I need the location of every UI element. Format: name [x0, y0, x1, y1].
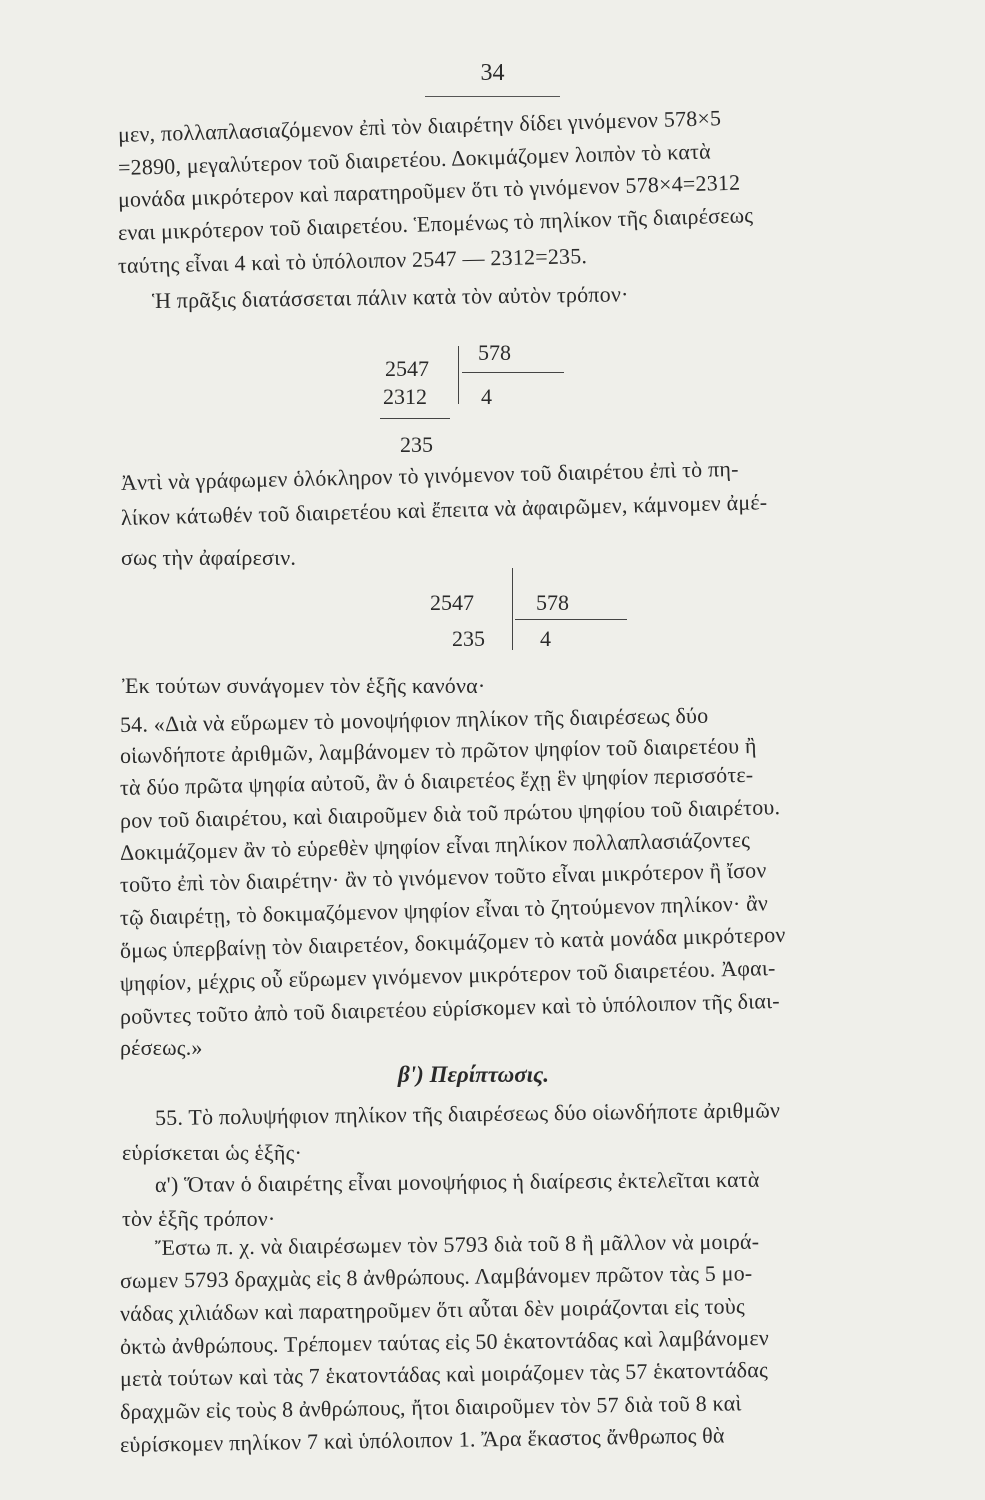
text-line: μονάδα μικρότερον καὶ παρατηροῦμεν ὅτι τὸ γινόμενον 578×4=2312 [117, 169, 741, 212]
text-line: ταύτης εἶναι 4 καὶ τὸ ὑπόλοιπον 2547 — 2312=235. [117, 243, 588, 278]
divisor-underline [462, 372, 564, 373]
text-line: μεν, πολλαπλασιαζόμενον ἐπὶ τὸν διαιρέτην δίδει γινόμενον 578×5 [117, 105, 722, 147]
text-line: σωμεν 5793 δραχμὰς εἰς 8 ἀνθρώπους. Λαμβάνομεν πρῶτον τὰς 5 μο- [119, 1260, 753, 1293]
dividend: 2547 [430, 590, 474, 615]
section-heading: β') Περίπτωσις. [398, 1062, 550, 1087]
text-line: α') Ὅταν ὁ διαιρέτης εἶναι μονοψήφιος ἡ διαίρεσις ἐκτελεῖται κατὰ [154, 1166, 760, 1197]
text-line: λίκον κάτωθέν τοῦ διαιρετέου καὶ ἔπειτα νὰ ἀφαιρῶμεν, κάμνομεν ἀμέ- [120, 489, 768, 530]
text-line: ὀκτὼ ἀνθρώπους. Τρέπομεν ταύτας εἰς 50 ἑκατοντάδας καὶ λαμβάνομεν [119, 1324, 770, 1359]
page-number-rule [425, 96, 560, 97]
text-line: ὅμως ὑπερβαίνῃ τὸν διαιρετέον, δοκιμάζομεν τὸ κατὰ μονάδα μικρότερον [119, 921, 786, 963]
text-line: σως τὴν ἀφαίρεσιν. [121, 545, 297, 570]
text-line: Δοκιμάζομεν ἂν τὸ εὑρεθὲν ψηφίον εἶναι πηλίκον πολλαπλασιάζοντες [119, 826, 751, 865]
text-line: οἱωνδήποτε ἀριθμῶν, λαμβάνομεν τὸ πρῶτον ψηφίον τοῦ διαιρετέου ἢ [119, 733, 757, 768]
text-line: τὰ δύο πρῶτα ψηφία αὐτοῦ, ἂν ὁ διαιρετέος ἔχῃ ἓν ψηφίον περισσότε- [119, 761, 754, 800]
text-line: εὑρίσκομεν πηλίκον 7 καὶ ὑπόλοιπον 1. Ἄρα ἕκαστος ἄνθρωπος θὰ [119, 1422, 725, 1457]
text-line: Ἡ πρᾶξις διατάσσεται πάλιν κατὰ τὸν αὐτὸν τρόπον· [151, 281, 629, 313]
product: 2312 [383, 384, 427, 409]
text-line: τῷ διαιρέτῃ, τὸ δοκιμαζόμενον ψηφίον εἶναι τὸ ζητούμενον πηλίκον· ἂν [119, 890, 769, 930]
text-line: ψηφίον, μέχρις οὗ εὕρωμεν γινόμενον μικρότερον τοῦ διαιρετέου. Ἀφαι- [119, 954, 776, 996]
text-line: εὑρίσκεται ὡς ἑξῆς· [122, 1140, 303, 1165]
text-line: 54. «Διὰ νὰ εὕρωμεν τὸ μονοψήφιον πηλίκον τῆς διαιρέσεως δύο [119, 702, 709, 737]
divisor: 578 [478, 340, 511, 365]
division-bar [458, 346, 459, 404]
text-line: 55. Τὸ πολυψήφιον πηλίκον τῆς διαιρέσεως δύο οἱωνδήποτε ἀριθμῶν [154, 1097, 781, 1130]
dividend: 2547 [385, 356, 429, 381]
text-line: τὸν ἑξῆς τρόπον· [122, 1206, 276, 1231]
text-line: μετὰ τούτων καὶ τὰς 7 ἑκατοντάδας καὶ μοιράζομεν τὰς 57 ἑκατοντάδας [119, 1356, 769, 1391]
page-number: 34 [480, 60, 505, 86]
text-line: Ἐκ τούτων συνάγομεν τὸν ἑξῆς κανόνα· [122, 673, 486, 698]
text-line: εναι μικρότερον τοῦ διαιρετέου. Ἑπομένως τὸ πηλίκον τῆς διαιρέσεως [117, 202, 754, 245]
remainder: 235 [452, 626, 485, 651]
remainder: 235 [400, 432, 433, 457]
text-line: Ἔστω π. χ. νὰ διαιρέσωμεν τὸν 5793 διὰ τοῦ 8 ἢ μᾶλλον νὰ μοιρά- [154, 1228, 760, 1260]
division-bar [512, 568, 513, 650]
text-line: Ἀντὶ νὰ γράφωμεν ὁλόκληρον τὸ γινόμενον τοῦ διαιρέτου ἐπὶ τὸ πη- [120, 455, 739, 495]
text-line: =2890, μεγαλύτερον τοῦ διαιρετέου. Δοκιμάζομεν λοιπὸν τὸ κατὰ [117, 138, 712, 180]
text-line: ρον τοῦ διαιρέτου, καὶ διαιροῦμεν διὰ τοῦ πρώτου ψηφίου τοῦ διαιρέτου. [119, 794, 781, 833]
text-line: νάδας χιλιάδων καὶ παρατηροῦμεν ὅτι αὗται δὲν μοιράζονται εἰς τοὺς [119, 1293, 745, 1326]
subtraction-line [380, 418, 450, 419]
text-line: ροῦντες τοῦτο ἀπὸ τοῦ διαιρετέου εὑρίσκομεν καὶ τὸ ὑπόλοιπον τῆς διαι- [119, 987, 780, 1029]
divisor: 578 [536, 590, 569, 615]
divisor-underline [515, 619, 627, 620]
text-line: τοῦτο ἐπὶ τὸν διαιρέτην· ἂν τὸ γινόμενον τοῦτο εἶναι μικρότερον ἢ ἴσον [119, 857, 767, 897]
text-line: ρέσεως.» [120, 1035, 203, 1060]
quotient: 4 [481, 384, 492, 409]
quotient: 4 [540, 626, 551, 651]
text-line: δραχμῶν εἰς τοὺς 8 ἀνθρώπους, ἤτοι διαιροῦμεν τὸν 57 διὰ τοῦ 8 καὶ [119, 1390, 742, 1424]
